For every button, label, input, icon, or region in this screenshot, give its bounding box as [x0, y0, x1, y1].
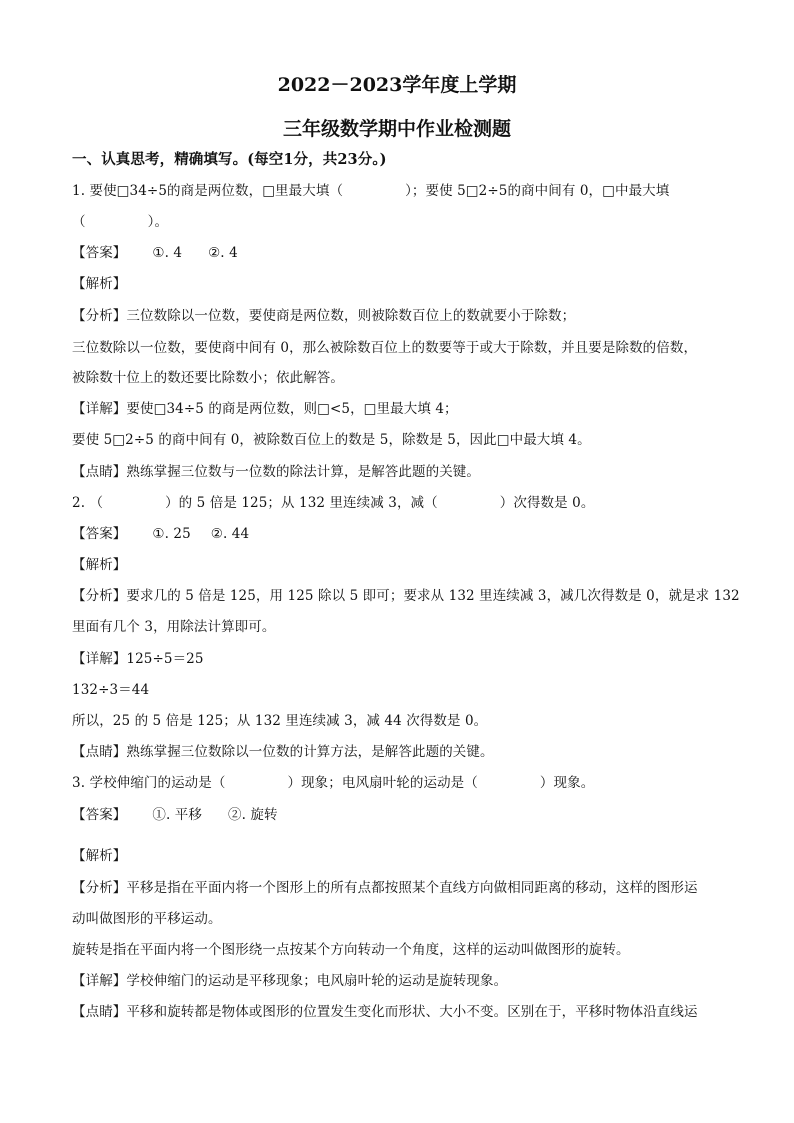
q2-answer-2: ②. 44 — [210, 526, 250, 542]
q3-answer-1: ①. 平移 — [152, 807, 202, 823]
fenxi-tag: 【分析】 — [72, 308, 127, 324]
q2-detail-2: 132÷3＝44 — [72, 682, 150, 698]
q2-detail-1: 【详解】125÷5＝25 — [72, 651, 204, 667]
page-title-year: 2022－2023学年度上学期 — [277, 74, 517, 96]
question-1-line-2 — [72, 212, 168, 232]
q2-fenxi-1: 【分析】要求几的 5 倍是 125，用 125 除以 5 即可；要求从 132 里连续减 3，减几次得数是 0，就是求 132 — [72, 588, 740, 604]
q1-text-c: （ — [72, 214, 86, 230]
q3-answer: 【答案】 ①. 平移 ②. 旋转 — [72, 807, 278, 823]
q3-comment: 【点睛】平移和旋转都是物体或图形的位置发生变化而形状、大小不变。区别在于，平移时物体沿直线运 — [72, 1004, 698, 1020]
answer-tag: 【答案】 — [72, 245, 127, 261]
q2-comment: 【点睛】熟练掌握三位数除以一位数的计算方法，是解答此题的关键。 — [72, 744, 494, 760]
q3-analysis-tag: 【解析】 — [72, 848, 127, 864]
q1-answer — [72, 243, 238, 263]
q2-answer: 【答案】 ①. 25 ②. 44 — [72, 526, 250, 542]
q1-detail-1: 【详解】要使□34÷5 的商是两位数，则□<5，□里最大填 4； — [72, 401, 458, 417]
question-3: 3. 学校伸缩门的运动是（ ）现象；电风扇叶轮的运动是（ ）现象。 — [72, 775, 595, 791]
q1-text-d: ）。 — [147, 214, 169, 230]
q3-detail-1: 【详解】学校伸缩门的运动是平移现象；电风扇叶轮的运动是旋转现象。 — [72, 973, 508, 989]
detail-tag: 【详解】 — [72, 401, 127, 417]
q2-analysis-tag: 【解析】 — [72, 557, 127, 573]
q1-answer-1: ①. 4 — [152, 245, 183, 261]
q1-text-a: 1. 要使□34÷5的商是两位数，□里最大填（ — [72, 183, 344, 199]
page-title: 三年级数学期中作业检测题 — [282, 118, 511, 140]
question-1-line-1 — [72, 181, 669, 201]
question-2: 2. （ ）的 5 倍是 125；从 132 里连续减 3，减（ ）次得数是 0。 — [72, 495, 595, 511]
q2-fenxi-2: 里面有几个 3，用除法计算即可。 — [72, 619, 276, 635]
q3-fenxi-3: 旋转是指在平面内将一个图形绕一点按某个方向转动一个角度，这样的运动叫做图形的旋转。 — [72, 942, 630, 958]
q3-answer-2: ②. 旋转 — [228, 807, 278, 823]
q1-analysis-tag: 【解析】 — [72, 276, 127, 292]
comment-tag: 【点睛】 — [72, 464, 127, 480]
q3-fenxi-2: 动叫做图形的平移运动。 — [72, 911, 222, 927]
q1-detail-2: 要使 5□2÷5 的商中间有 0，被除数百位上的数是 5，除数是 5，因此□中最大填 4。 — [72, 432, 591, 448]
q3-fenxi-1: 【分析】平移是指在平面内将一个图形上的所有点都按照某个直线方向做相同距离的移动，这样的图形运 — [72, 880, 698, 896]
q1-fenxi-3: 被除数十位上的数还要比除数小；依此解答。 — [72, 370, 344, 386]
q2-answer-1: ①. 25 — [152, 526, 191, 542]
q1-text-b: ）；要使 5□2÷5的商中间有 0，□中最大填 — [405, 183, 670, 199]
q2-detail-3: 所以，25 的 5 倍是 125；从 132 里连续减 3，减 44 次得数是 0。 — [72, 713, 488, 729]
q1-comment: 【点睛】熟练掌握三位数与一位数的除法计算，是解答此题的关键。 — [72, 464, 481, 480]
q1-fenxi-2: 三位数除以一位数，要使商中间有 0，那么被除数百位上的数要等于或大于除数，并且要是除数的倍数， — [72, 340, 698, 356]
q1-fenxi-1: 【分析】三位数除以一位数，要使商是两位数，则被除数百位上的数就要小于除数； — [72, 308, 576, 324]
q1-answer-2: ②. 4 — [208, 245, 238, 261]
section-heading: 一、认真思考，精确填写。(每空1分，共23分。) — [72, 151, 387, 168]
